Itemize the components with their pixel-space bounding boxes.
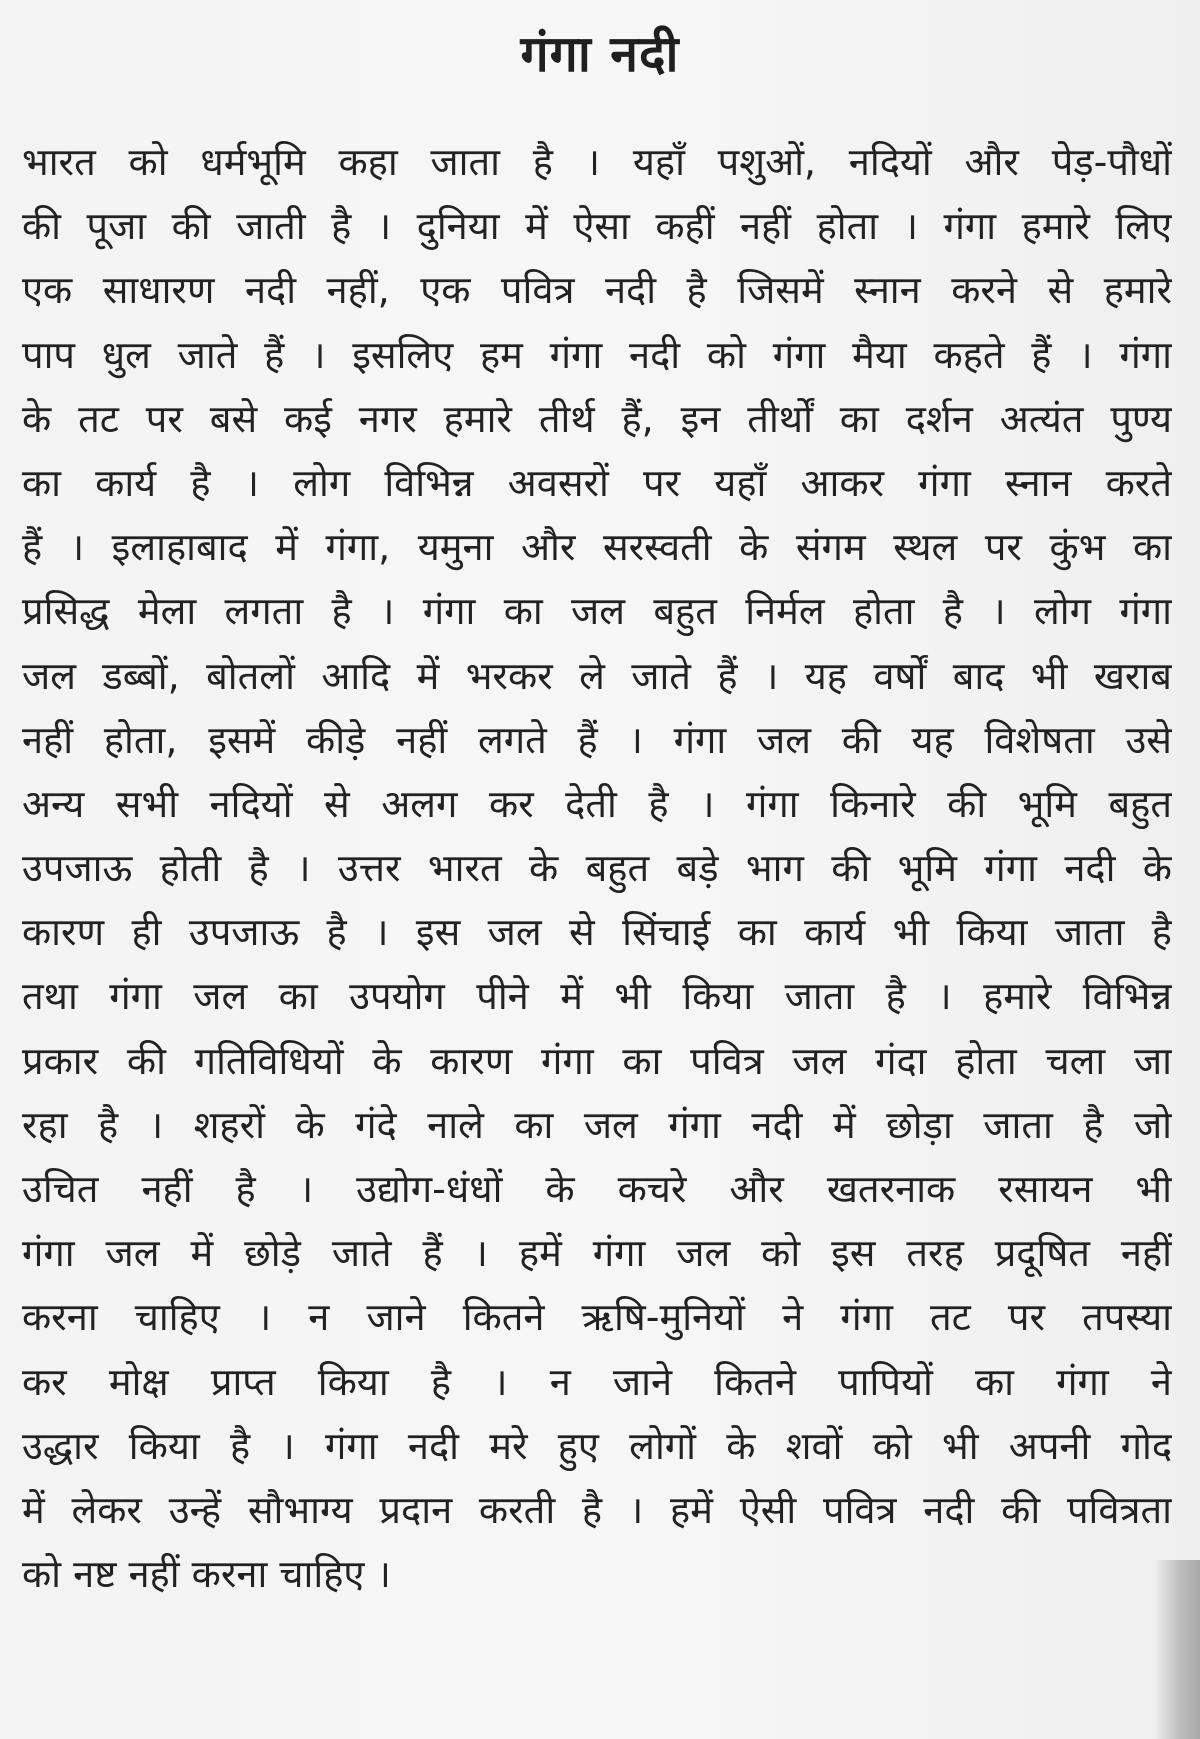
- text-line: गंगा जल में छोड़े जाते हैं । हमें गंगा जल को इस तरह प्रदूषित नहीं: [22, 1231, 1172, 1276]
- text-line: तथा गंगा जल का उपयोग पीने में भी किया जाता है । हमारे विभिन्न: [22, 974, 1172, 1019]
- text-line: का कार्य है । लोग विभिन्न अवसरों पर यहाँ आकर गंगा स्नान करते: [22, 460, 1172, 505]
- text-line: को नष्ट नहीं करना चाहिए ।: [22, 1552, 391, 1597]
- text-line: कारण ही उपजाऊ है । इस जल से सिंचाई का कार्य भी किया जाता है: [22, 910, 1172, 955]
- text-line: उपजाऊ होती है । उत्तर भारत के बहुत बड़े भाग की भूमि गंगा नदी के: [22, 846, 1172, 891]
- text-line: में लेकर उन्हें सौभाग्य प्रदान करती है । हमें ऐसी पवित्र नदी की पवित्रता: [22, 1487, 1172, 1532]
- text-line: अन्य सभी नदियों से अलग कर देती है । गंगा किनारे की भूमि बहुत: [22, 781, 1172, 826]
- text-line: जल डब्बों, बोतलों आदि में भरकर ले जाते हैं । यह वर्षों बाद भी खराब: [22, 653, 1172, 698]
- text-line: कर मोक्ष प्राप्त किया है । न जाने कितने पापियों का गंगा ने: [22, 1359, 1172, 1404]
- text-line: प्रकार की गतिविधियों के कारण गंगा का पवित्र जल गंदा होता चला जा: [22, 1038, 1172, 1083]
- text-line: करना चाहिए । न जाने कितने ऋषि-मुनियों ने गंगा तट पर तपस्या: [22, 1295, 1172, 1340]
- page-title: गंगा नदी: [520, 25, 680, 83]
- text-line: की पूजा की जाती है । दुनिया में ऐसा कहीं नहीं होता । गंगा हमारे लिए: [22, 204, 1172, 249]
- text-line: रहा है । शहरों के गंदे नाले का जल गंगा नदी में छोड़ा जाता है जो: [22, 1102, 1172, 1147]
- text-line: उचित नहीं है । उद्योग-धंधों के कचरे और खतरनाक रसायन भी: [22, 1167, 1172, 1211]
- text-line: एक साधारण नदी नहीं, एक पवित्र नदी है जिसमें स्नान करने से हमारे: [22, 268, 1172, 313]
- essay-body: [22, 130, 1172, 1606]
- text-line: पाप धुल जाते हैं । इसलिए हम गंगा नदी को गंगा मैया कहते हैं । गंगा: [22, 332, 1172, 377]
- text-line: उद्धार किया है । गंगा नदी मरे हुए लोगों के शवों को भी अपनी गोद: [22, 1423, 1172, 1468]
- text-line: हैं । इलाहाबाद में गंगा, यमुना और सरस्वती के संगम स्थल पर कुंभ का: [22, 525, 1172, 570]
- text-line: प्रसिद्ध मेला लगता है । गंगा का जल बहुत निर्मल होता है । लोग गंगा: [22, 589, 1172, 634]
- text-line: भारत को धर्मभूमि कहा जाता है । यहाँ पशुओं, नदियों और पेड़-पौधों: [22, 140, 1172, 184]
- text-line: के तट पर बसे कई नगर हमारे तीर्थ हैं, इन तीर्थों का दर्शन अत्यंत पुण्य: [22, 396, 1172, 441]
- text-line: नहीं होता, इसमें कीड़े नहीं लगते हैं । गंगा जल की यह विशेषता उसे: [22, 717, 1172, 762]
